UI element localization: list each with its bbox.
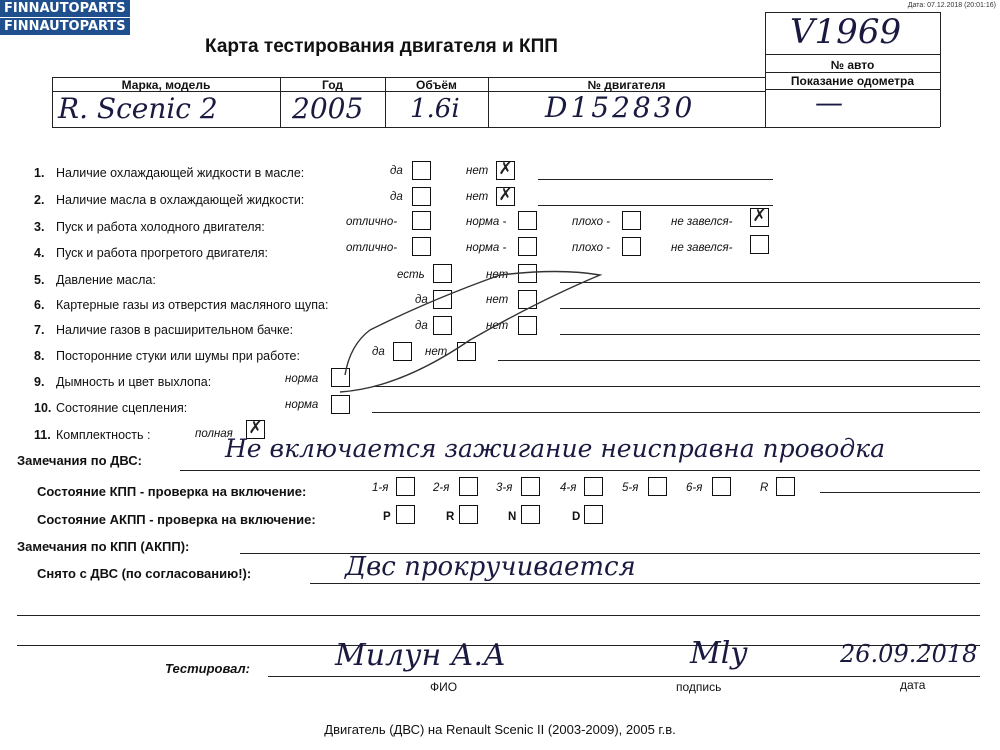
auto-r-checkbox[interactable] [459, 505, 478, 524]
removed-label: Снято с ДВС (по согласованию!): [37, 566, 252, 581]
gear-r-label: R [760, 482, 769, 494]
auto-p-label: P [383, 511, 391, 523]
q5-text: Давление масла: [56, 273, 156, 287]
gear-4-label: 4-я [560, 482, 577, 494]
q3-excellent-label: отлично- [346, 216, 398, 228]
q1-num: 1. [34, 166, 45, 180]
auto-n-checkbox[interactable] [521, 505, 540, 524]
engine-remarks-value: Не включается зажигание неисправна проводка [225, 434, 885, 463]
tested-label: Тестировал: [165, 661, 250, 676]
q2-text: Наличие масла в охлаждающей жидкости: [56, 193, 305, 207]
q10-num: 10. [34, 401, 52, 415]
watermark-logo: FINNAUTOPARTS [0, 0, 130, 17]
q10-text: Состояние сцепления: [56, 401, 188, 415]
gear-r-checkbox[interactable] [776, 477, 795, 496]
q1-yes-label: да [390, 165, 403, 177]
gear-3-label: 3-я [496, 482, 513, 494]
q7-num: 7. [34, 323, 45, 337]
q10-norm-label: норма [285, 399, 319, 411]
q9-norm-label: норма [285, 373, 319, 385]
q9-num: 9. [34, 375, 45, 389]
q6-no-label: нет [486, 294, 509, 306]
gear-6-checkbox[interactable] [712, 477, 731, 496]
gear-5-label: 5-я [622, 482, 639, 494]
q1-no-label: нет [466, 165, 489, 177]
page-title: Карта тестирования двигателя и КПП [205, 36, 558, 57]
removed-value: Двс прокручивается [345, 552, 636, 582]
q5-num: 5. [34, 273, 45, 287]
tester-name: Милун А.А [335, 638, 506, 673]
name-caption: ФИО [430, 680, 458, 694]
gearbox-auto-label: Состояние АКПП - проверка на включение: [37, 512, 316, 527]
q11-text: Комплектность : [56, 428, 151, 442]
date-stamp: Дата: 07.12.2018 (20:01:16) [907, 2, 996, 9]
gearbox-remarks-label: Замечания по КПП (АКПП): [17, 539, 190, 554]
q1-no-mark: ✗ [498, 159, 513, 179]
q4-nostart-label: не завелся- [671, 242, 733, 254]
gear-5-checkbox[interactable] [648, 477, 667, 496]
q2-num: 2. [34, 193, 45, 207]
q8-text: Посторонние стуки или шумы при работе: [56, 349, 300, 363]
q6-num: 6. [34, 298, 45, 312]
engine-number-value: D152830 [545, 91, 696, 124]
volume-header: Объём [416, 78, 457, 92]
odometer-value: — [815, 86, 843, 119]
q4-excellent-label: отлично- [346, 242, 398, 254]
make-model-header: Марка, модель [121, 78, 211, 92]
q6-yes-label: да [415, 294, 428, 306]
q7-yes-label: да [415, 320, 428, 332]
q11-full-label: полная [195, 428, 233, 440]
auto-r-label: R [446, 511, 455, 523]
q3-nostart-label: не завелся- [671, 216, 733, 228]
auto-p-checkbox[interactable] [396, 505, 415, 524]
q8-yes-label: да [372, 346, 385, 358]
year-header: Год [322, 78, 343, 92]
make-model-value: R. Scenic 2 [58, 92, 218, 125]
q2-yes-label: да [390, 191, 403, 203]
gear-1-label: 1-я [372, 482, 389, 494]
image-caption: Двигатель (ДВС) на Renault Scenic II (2003-2009), 2005 г.в. [324, 722, 676, 737]
q11-num: 11. [34, 428, 51, 442]
q6-text: Картерные газы из отверстия масляного щупа: [56, 298, 329, 312]
signature: Mly [690, 636, 748, 671]
volume-value: 1.6i [410, 94, 460, 124]
q4-text: Пуск и работа прогретого двигателя: [56, 246, 268, 260]
q5-present-label: есть [397, 269, 425, 281]
odometer-label: Показание одометра [790, 74, 915, 88]
q11-full-mark: ✗ [248, 418, 263, 438]
gear-3-checkbox[interactable] [521, 477, 540, 496]
q4-bad-label: плохо - [572, 242, 610, 254]
q9-text: Дымность и цвет выхлопа: [56, 375, 212, 389]
engine-number-header: № двигателя [587, 78, 666, 92]
q8-num: 8. [34, 349, 45, 363]
q2-no-label: нет [466, 191, 489, 203]
q3-normal-label: норма - [466, 216, 507, 228]
test-date: 26.09.2018 [840, 640, 978, 668]
auto-d-label: D [572, 511, 581, 523]
vehicle-code: V1969 [790, 12, 902, 52]
q3-bad-label: плохо - [572, 216, 610, 228]
gear-1-checkbox[interactable] [396, 477, 415, 496]
q3-num: 3. [34, 220, 45, 234]
gear-4-checkbox[interactable] [584, 477, 603, 496]
gear-2-label: 2-я [433, 482, 450, 494]
auto-n-label: N [508, 511, 517, 523]
q8-no-label: нет [425, 346, 448, 358]
engine-remarks-label: Замечания по ДВС: [17, 453, 142, 468]
q7-no-label: нет [486, 320, 509, 332]
gearbox-manual-label: Состояние КПП - проверка на включение: [37, 484, 307, 499]
q2-no-mark: ✗ [498, 185, 513, 205]
signature-caption: подпись [676, 680, 722, 694]
watermark-logo-2: FINNAUTOPARTS [0, 18, 130, 35]
q3-nostart-mark: ✗ [752, 206, 767, 226]
gear-2-checkbox[interactable] [459, 477, 478, 496]
q7-text: Наличие газов в расширительном бачке: [56, 323, 294, 337]
year-value: 2005 [292, 92, 364, 125]
date-caption: дата [900, 678, 926, 692]
q5-no-label: нет [486, 269, 509, 281]
q1-text: Наличие охлаждающей жидкости в масле: [56, 166, 305, 180]
q4-normal-label: норма - [466, 242, 507, 254]
gear-6-label: 6-я [686, 482, 703, 494]
auto-d-checkbox[interactable] [584, 505, 603, 524]
car-number-label: № авто [830, 58, 875, 72]
q3-text: Пуск и работа холодного двигателя: [56, 220, 265, 234]
q4-num: 4. [34, 246, 45, 260]
